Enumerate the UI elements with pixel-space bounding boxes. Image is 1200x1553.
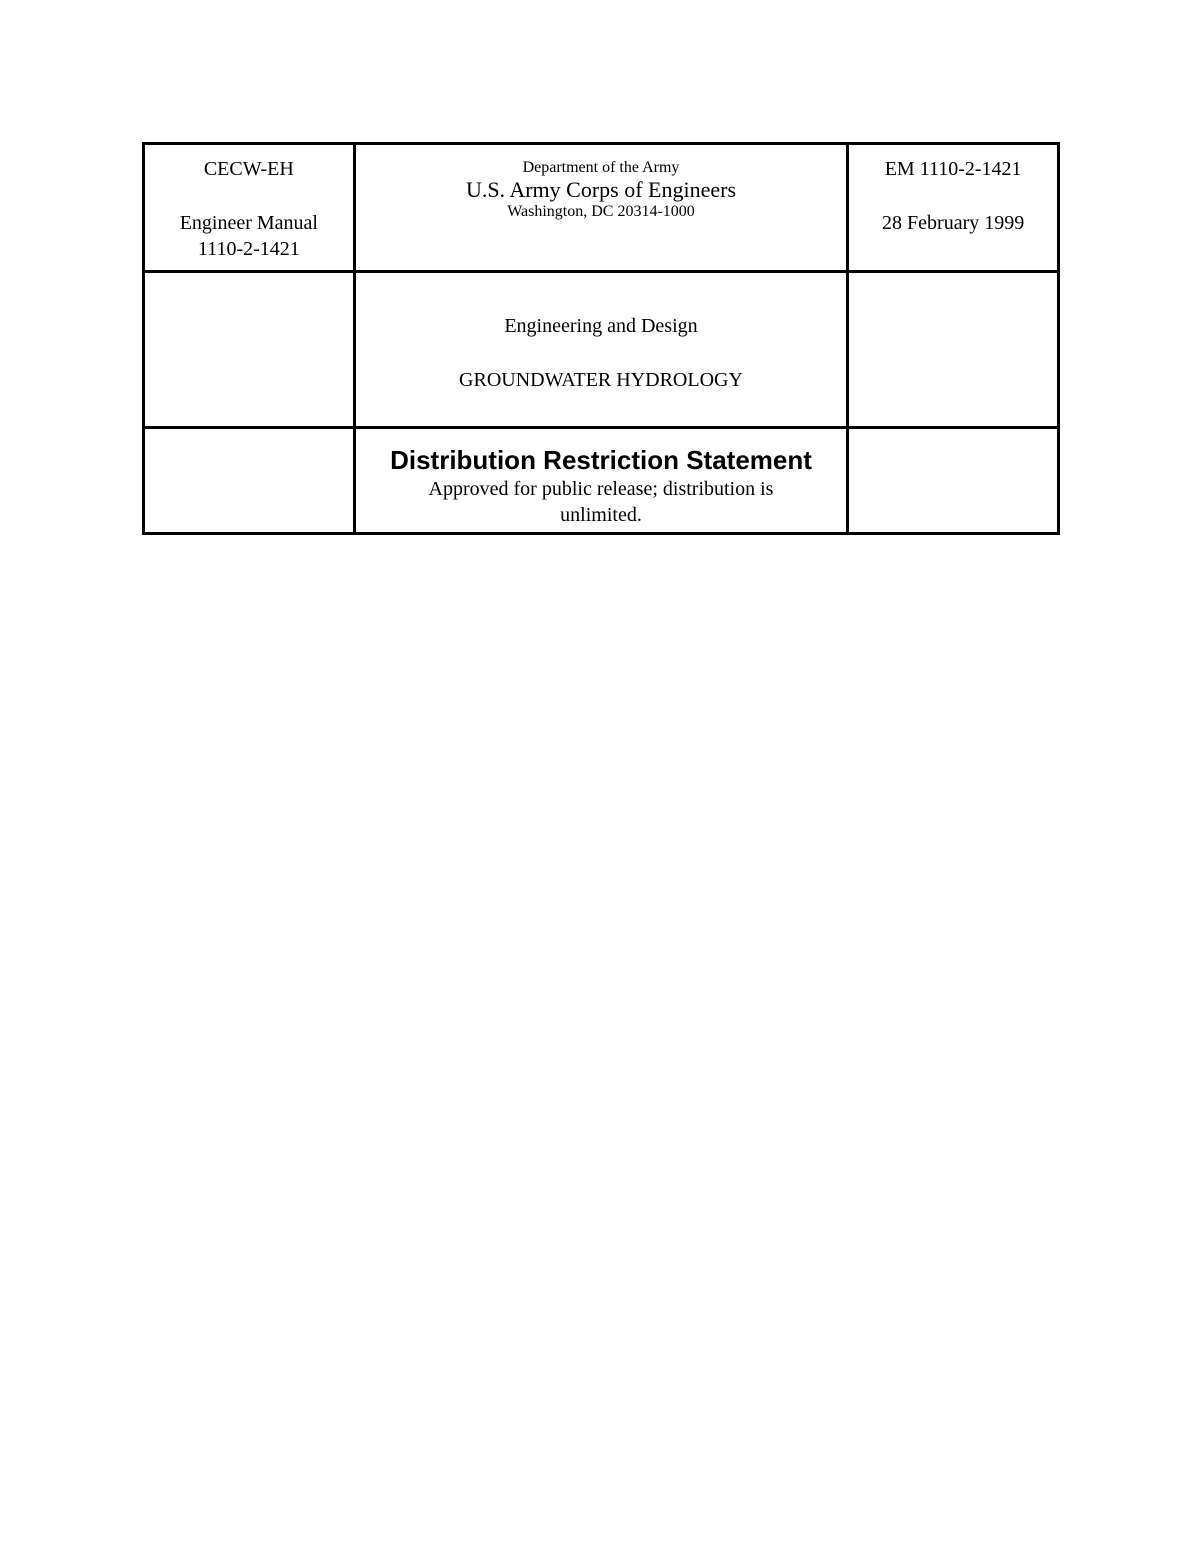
document-date: 28 February 1999 xyxy=(882,212,1025,234)
subject-line: Engineering and Design xyxy=(504,314,698,337)
title-left-cell xyxy=(144,271,355,427)
department-name: Department of the Army xyxy=(522,159,680,176)
cover-table xyxy=(142,142,1060,535)
distribution-heading: Distribution Restriction Statement xyxy=(390,445,812,476)
document-title: GROUNDWATER HYDROLOGY xyxy=(459,368,743,391)
office-code: CECW-EH xyxy=(203,158,294,180)
distribution-text: Approved for public release; distribution is unlimited. xyxy=(428,478,774,527)
header-row xyxy=(144,144,1059,272)
title-right-cell xyxy=(848,271,1059,427)
header-center-cell xyxy=(354,144,848,272)
header-left-cell xyxy=(144,144,355,272)
manual-number: 1110-2-1421 xyxy=(197,238,300,260)
agency-name: U.S. Army Corps of Engineers xyxy=(465,177,737,202)
title-center-cell xyxy=(354,271,848,427)
distribution-center-cell xyxy=(354,428,848,534)
document-number: EM 1110-2-1421 xyxy=(884,158,1022,180)
manual-label: Engineer Manual xyxy=(179,212,318,234)
title-row xyxy=(144,271,1059,427)
distribution-left-cell xyxy=(144,428,355,534)
header-right-cell xyxy=(848,144,1059,272)
distribution-row xyxy=(144,428,1059,534)
agency-address: Washington, DC 20314-1000 xyxy=(507,203,695,220)
distribution-right-cell xyxy=(848,428,1059,534)
